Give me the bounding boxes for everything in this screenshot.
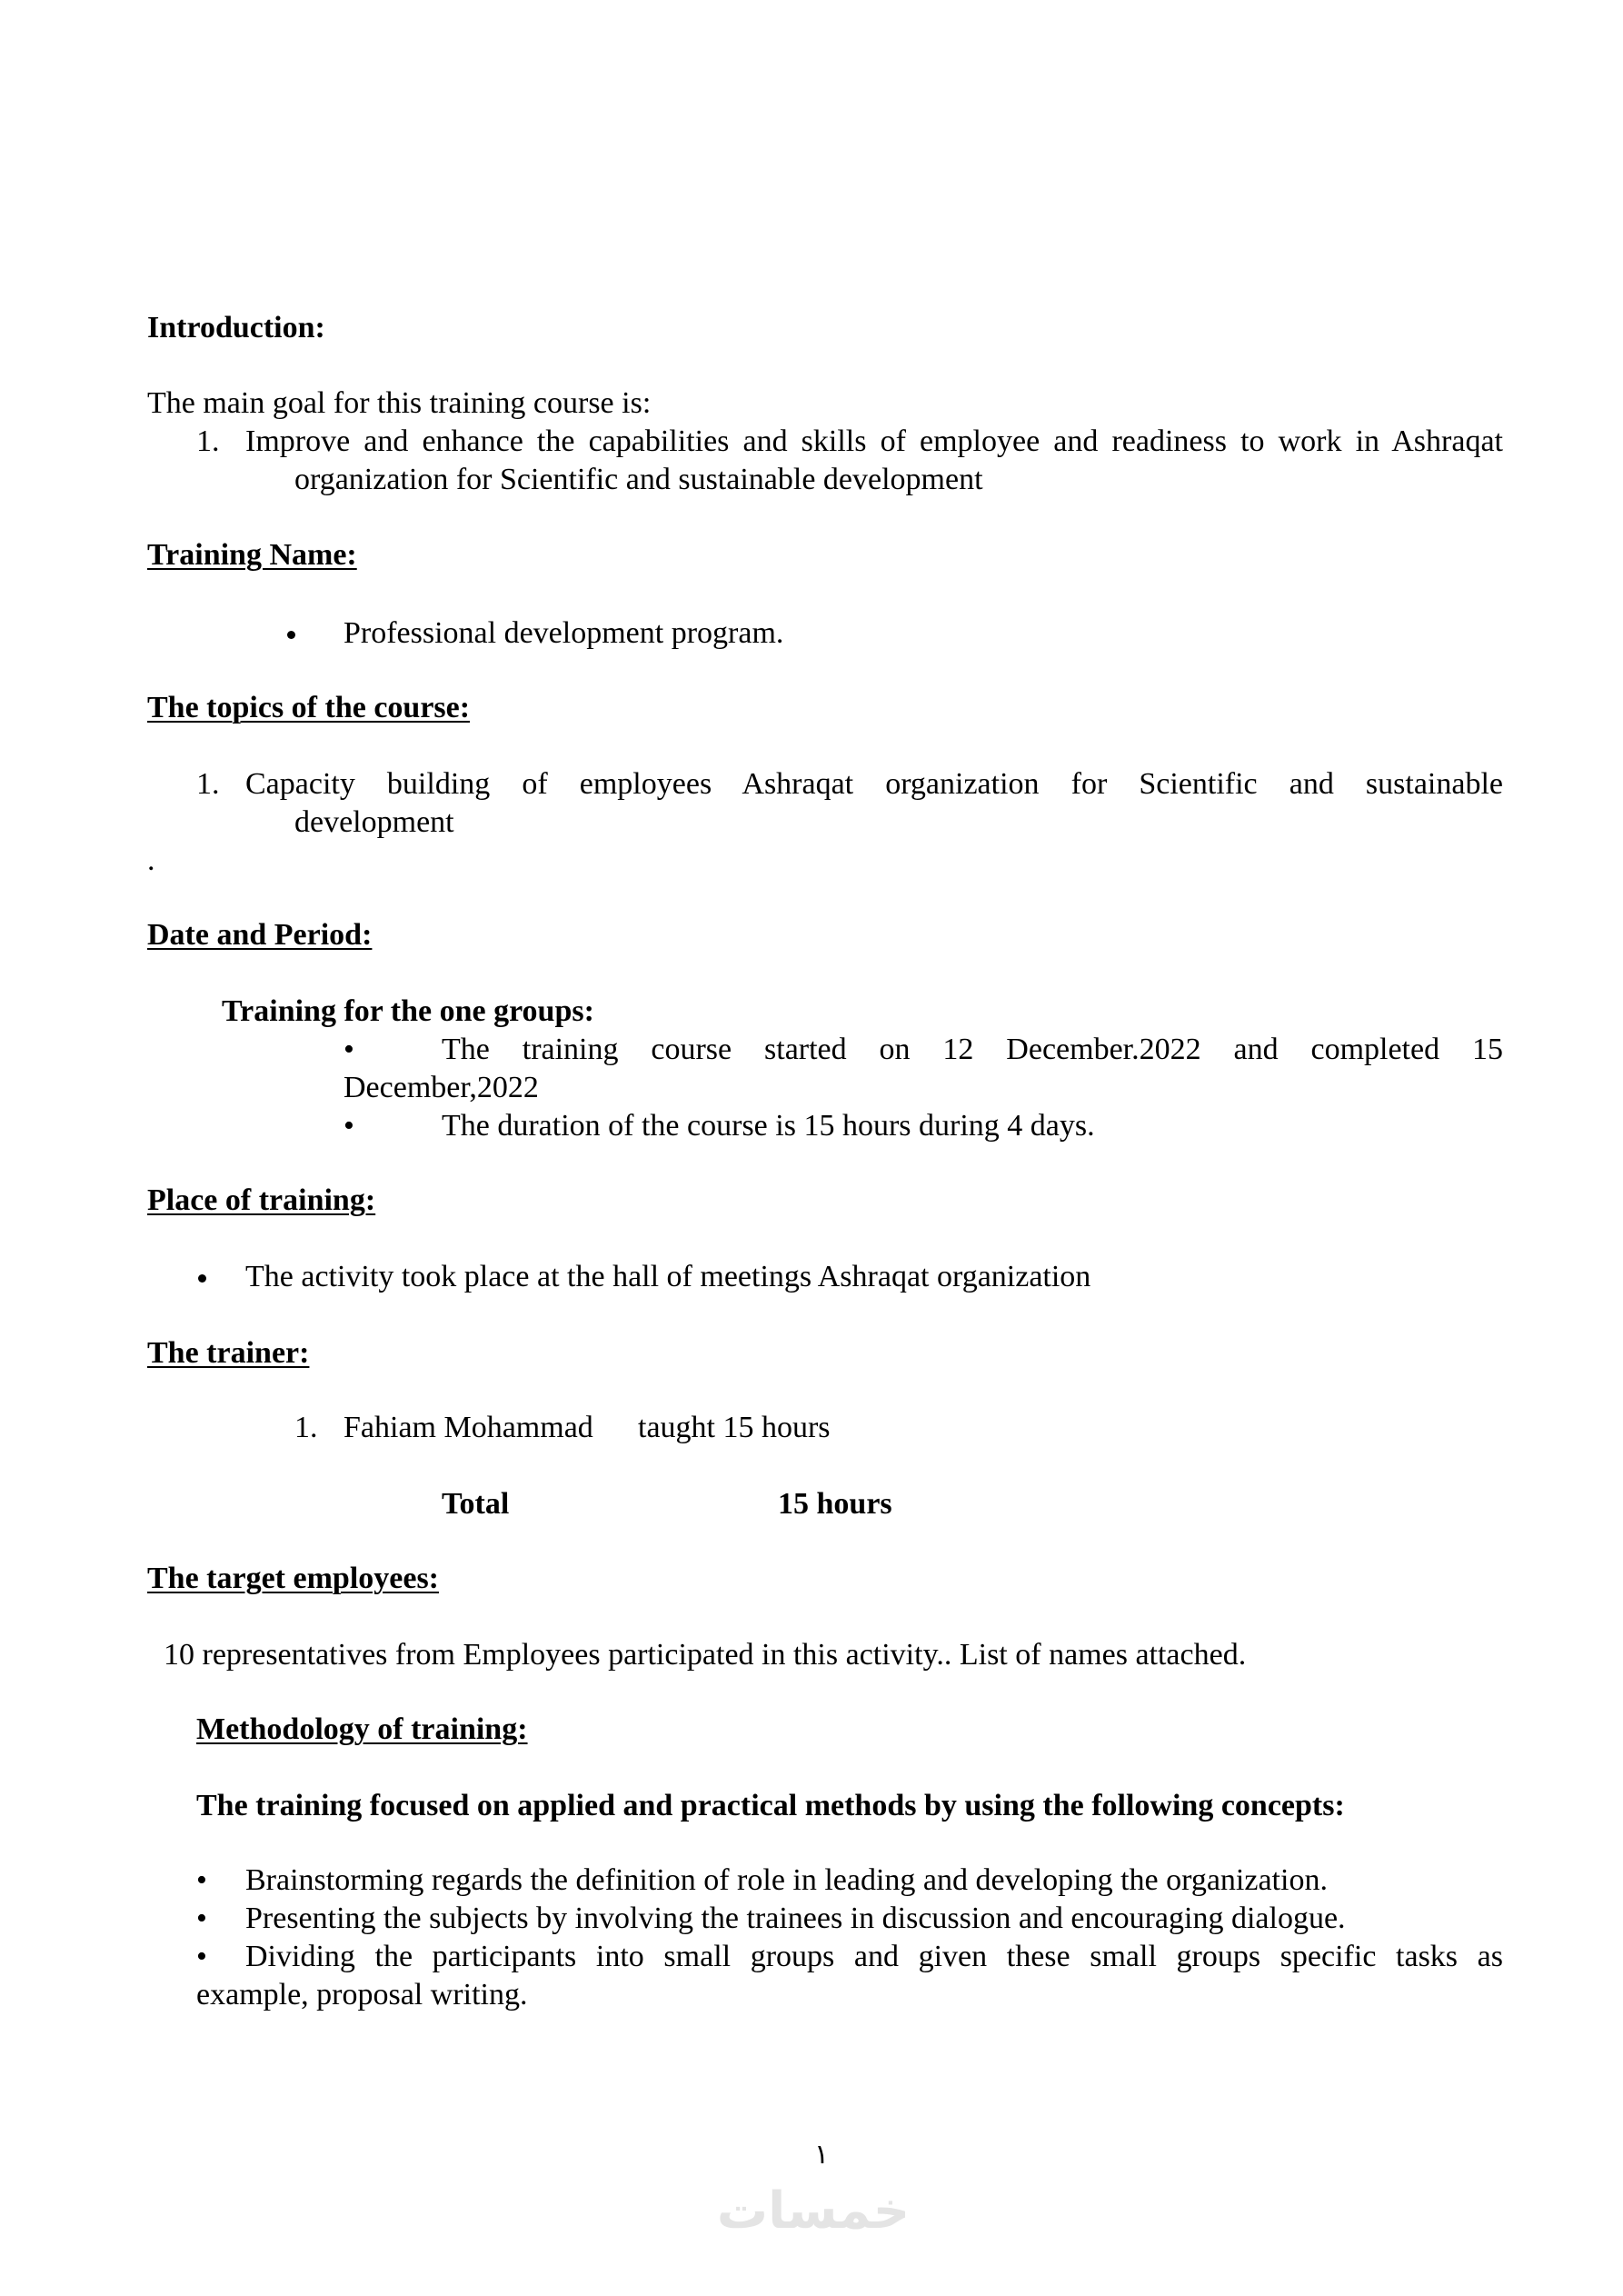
topic-line-2: development bbox=[294, 805, 454, 839]
introduction-lead: The main goal for this training course is: bbox=[147, 386, 652, 420]
trainer-number: 1. bbox=[294, 1411, 318, 1444]
topic-line-1: Capacity building of employees Ashraqat organization for Scientific and sustainable bbox=[245, 767, 1503, 801]
trainer-hours: taught 15 hours bbox=[638, 1411, 831, 1444]
methodology-item-3-line-1: Dividing the participants into small groups and given these small groups specific tasks as bbox=[245, 1940, 1503, 1973]
methodology-item-3-line-2: example, proposal writing. bbox=[196, 1978, 528, 2011]
date-item-2: The duration of the course is 15 hours during 4 days. bbox=[442, 1109, 1095, 1143]
date-period-heading: Date and Period: bbox=[147, 918, 373, 952]
date-item-1-line-1: The training course started on 12 December.2022 and completed 15 bbox=[442, 1033, 1503, 1066]
total-value: 15 hours bbox=[778, 1487, 892, 1521]
trainer-heading: The trainer: bbox=[147, 1336, 310, 1370]
goal-number: 1. bbox=[196, 424, 220, 458]
trainer-name: Fahiam Mohammad bbox=[344, 1411, 593, 1444]
topic-number: 1. bbox=[196, 767, 220, 801]
methodology-subheading: The training focused on applied and practical methods by using the following concepts: bbox=[196, 1789, 1345, 1822]
page-number: ١ bbox=[813, 2139, 830, 2171]
training-name-item: Professional development program. bbox=[344, 616, 784, 650]
bullet-dot-icon bbox=[198, 1274, 206, 1283]
topics-heading: The topics of the course: bbox=[147, 691, 471, 724]
bullet-icon: • bbox=[344, 1109, 354, 1143]
training-name-heading: Training Name: bbox=[147, 538, 357, 572]
methodology-item-2: Presenting the subjects by involving the trainees in discussion and encouraging dialogue. bbox=[245, 1902, 1346, 1935]
goal-line-1: Improve and enhance the capabilities and skills of employee and readiness to work in Ashraqat bbox=[245, 424, 1503, 458]
introduction-heading: Introduction: bbox=[147, 311, 325, 344]
stray-dot: . bbox=[147, 844, 155, 877]
bullet-icon: • bbox=[196, 1940, 207, 1973]
target-text: 10 representatives from Employees participated in this activity.. List of names attached. bbox=[164, 1638, 1247, 1672]
target-heading: The target employees: bbox=[147, 1562, 440, 1595]
place-item: The activity took place at the hall of meetings Ashraqat organization bbox=[245, 1260, 1091, 1293]
watermark-logo: خمسات bbox=[716, 2181, 911, 2241]
bullet-dot-icon bbox=[287, 631, 295, 639]
date-item-1-line-2: December,2022 bbox=[344, 1071, 539, 1104]
bullet-icon: • bbox=[196, 1902, 207, 1935]
goal-line-2: organization for Scientific and sustainable development bbox=[294, 463, 983, 496]
date-period-subheading: Training for the one groups: bbox=[222, 994, 594, 1028]
bullet-icon: • bbox=[344, 1033, 354, 1066]
methodology-heading: Methodology of training: bbox=[196, 1712, 528, 1746]
total-label: Total bbox=[442, 1487, 510, 1521]
bullet-icon: • bbox=[196, 1863, 207, 1897]
place-heading: Place of training: bbox=[147, 1183, 376, 1217]
methodology-item-1: Brainstorming regards the definition of role in leading and developing the organization. bbox=[245, 1863, 1328, 1897]
